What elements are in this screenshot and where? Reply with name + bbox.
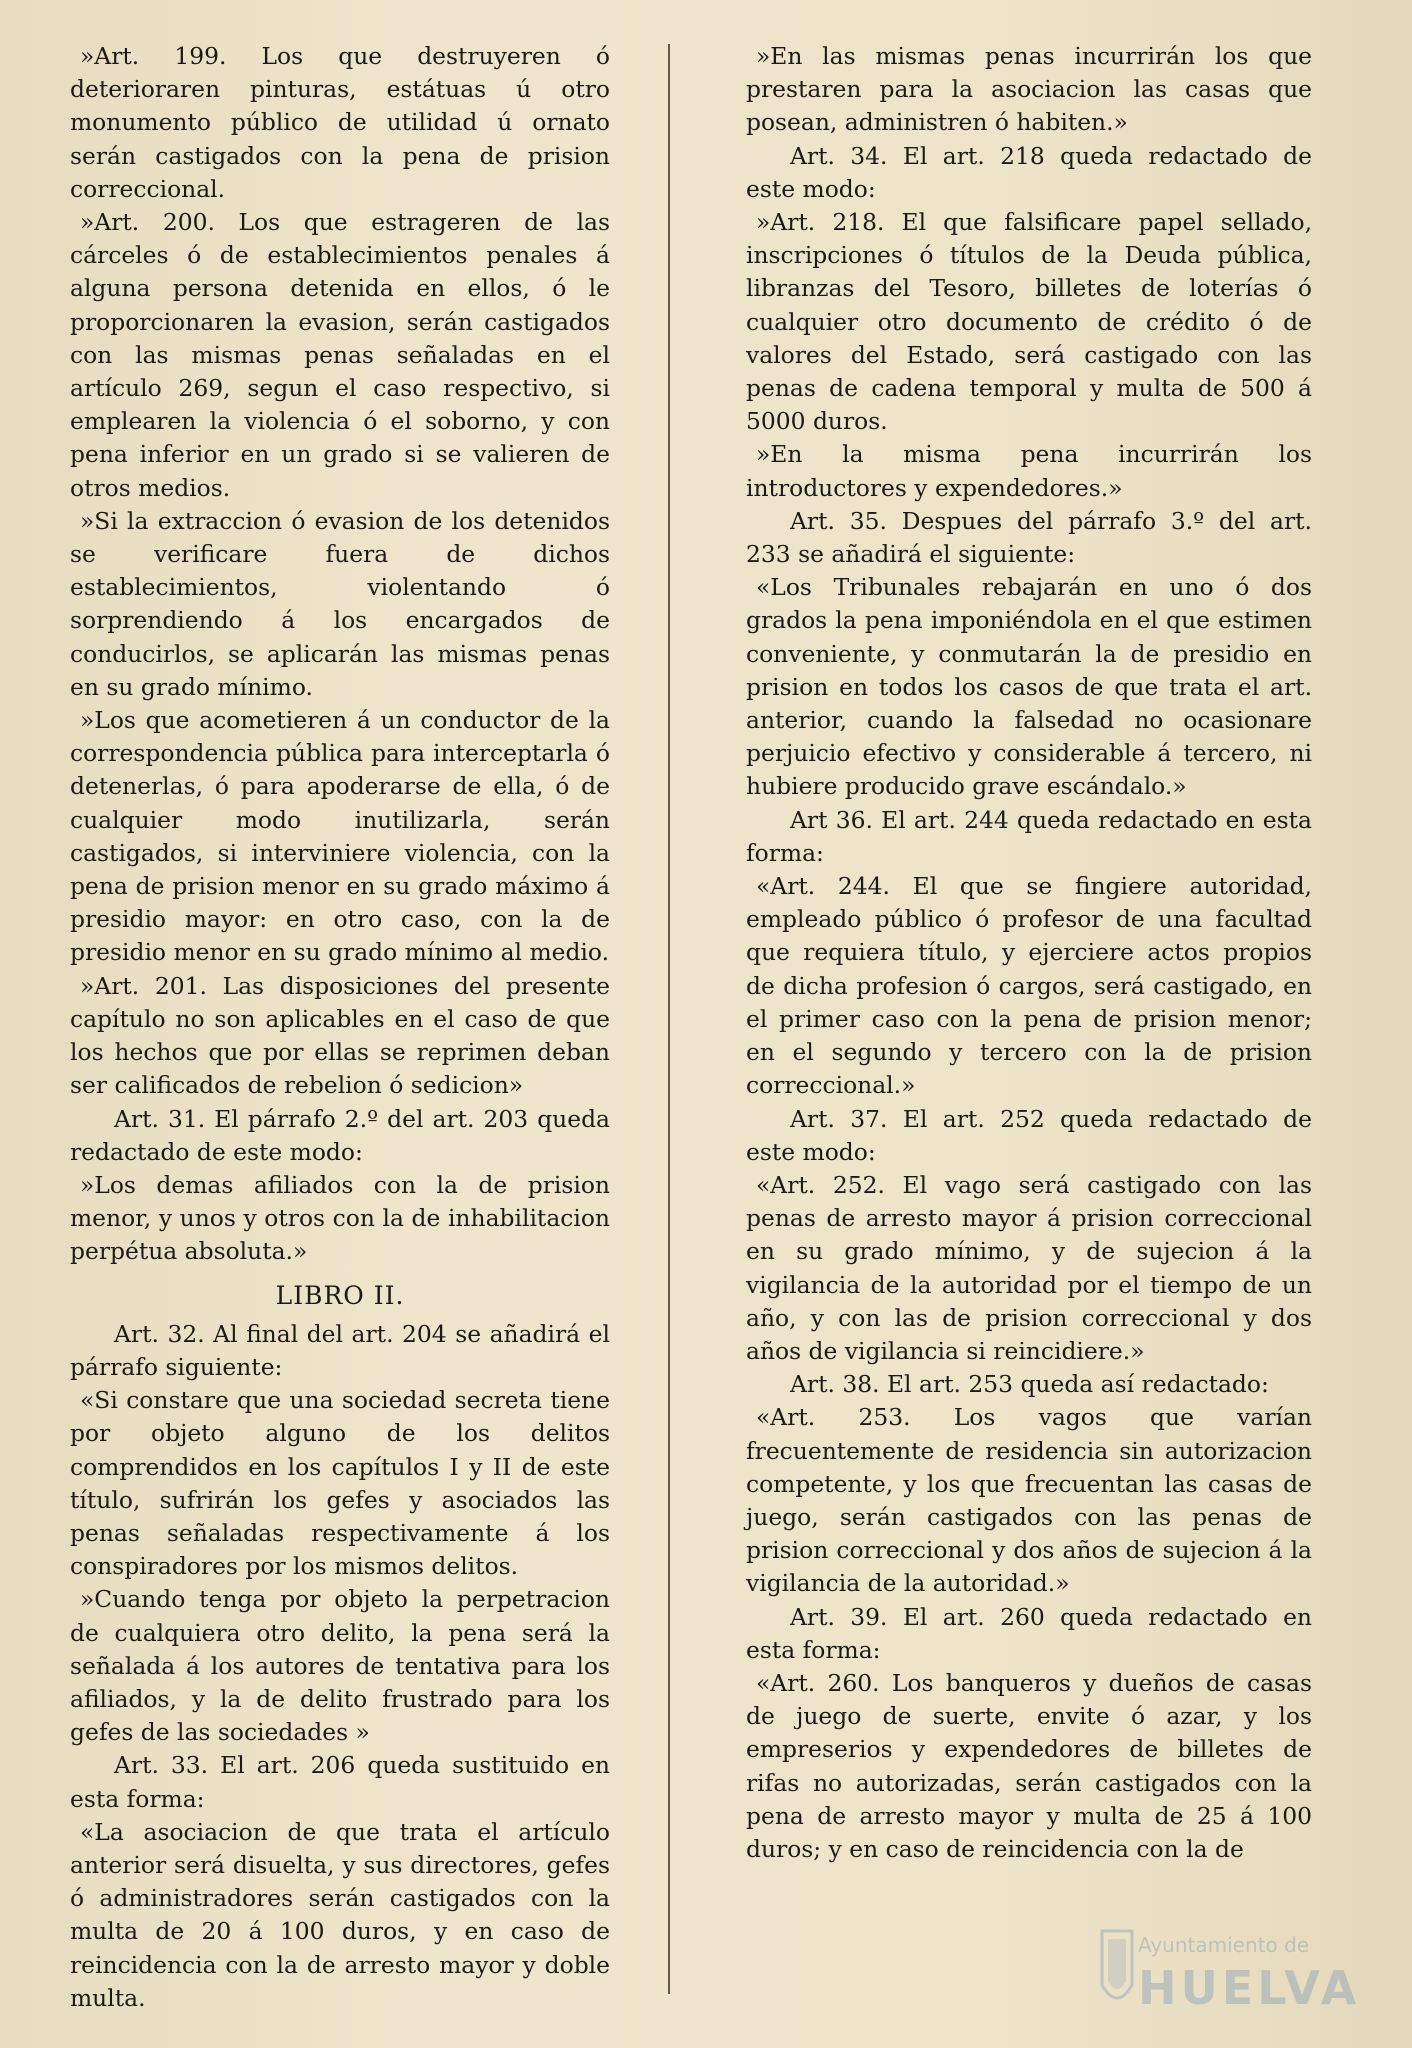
article-paragraph: »En las mismas penas incurrirán los que prestaren para la asociacion las casas que posean, administren ó habiten.»: [746, 42, 1312, 137]
article-paragraph: Art. 32. Al final del art. 204 se añadirá el párrafo siguiente:: [70, 1319, 610, 1381]
article-paragraph: »Los que acometieren á un conductor de la correspondencia pública para interceptarla ó detenerlas, ó para apoderarse de ella, ó de cualquier modo inutilizarla, serán castigados, si interviniere violencia, con la pena de prision menor en su grado máximo á presidio mayor: en otro caso, con la de presidio menor en su grado mínimo al medio.: [70, 706, 610, 967]
article-paragraph: «Art. 260. Los banqueros y dueños de casas de juego de suerte, envite ó azar, y los empreserios y expendedores de billetes de rifas no autorizadas, serán castigados con la pena de arresto mayor y multa de 25 á 100 duros; y en caso de reincidencia con la de: [746, 1668, 1312, 1863]
right-column: [746, 40, 1312, 1866]
article-paragraph: Art. 38. El art. 253 queda así redactado:: [790, 1370, 1269, 1399]
article-paragraph: »Los demas afiliados con la de prision menor, y unos y otros con la de inhabilitacion perpétua absoluta.»: [70, 1170, 610, 1266]
left-column: [70, 40, 610, 2015]
article-paragraph: «Art. 253. Los vagos que varían frecuentemente de residencia sin autorizacion competente, y los que frecuentan las casas de juego, serán castigados con las penas de prision correccional y dos años de sujecion á la vigilancia de la autoridad.»: [746, 1403, 1312, 1598]
article-paragraph: »Cuando tenga por objeto la perpetracion de cualquiera otro delito, la pena será la señalada á los autores de tentativa para los afiliados, y la de delito frustrado para los gefes de las sociedades »: [70, 1585, 610, 1747]
article-paragraph: Art. 34. El art. 218 queda redactado de este modo:: [746, 141, 1312, 203]
watermark-small-text: Ayuntamiento de: [1138, 1933, 1310, 1957]
article-paragraph: «Art. 244. El que se fingiere autoridad, empleado público ó profesor de una facultad que requiera título, y ejerciere actos propios de dicha profesion ó cargos, será castigado, en el primer caso con la pena de prision menor; en el segundo y tercero con la de prision correccional.»: [746, 872, 1312, 1100]
article-paragraph: «Los Tribunales rebajarán en uno ó dos grados la pena imponiéndola en el que estimen conveniente, y conmutarán la de presidio en prision en todos los casos de que trata el art. anterior, cuando la falsedad no ocasionare perjuicio efectivo y considerable á tercero, ni hubiere producido grave escándalo.»: [746, 573, 1312, 801]
article-paragraph: Art. 31. El párrafo 2.º del art. 203 queda redactado de este modo:: [70, 1104, 610, 1166]
crest-icon: [1100, 1925, 1134, 2015]
section-heading: LIBRO II.: [275, 1280, 405, 1310]
article-paragraph: «Si constare que una sociedad secreta tiene por objeto alguno de los delitos comprendidos en los capítulos I y II de este título, sufrirán los gefes y asociados las penas señaladas respectivamente á los conspiradores por los mismos delitos.: [70, 1386, 610, 1581]
article-paragraph: »Art. 201. Las disposiciones del presente capítulo no son aplicables en el caso de que los hechos que por ellas se reprimen deban ser calificados de rebelion ó sedicion»: [70, 971, 610, 1100]
article-paragraph: »Art. 218. El que falsificare papel sellado, inscripciones ó títulos de la Deuda pública, libranzas del Tesoro, billetes de loterías ó cualquier otro documento de crédito ó de valores del Estado, será castigado con las penas de cadena temporal y multa de 500 á 5000 duros.: [746, 208, 1312, 436]
article-paragraph: »Art. 199. Los que destruyeren ó deterioraren pinturas, estátuas ú otro monumento público de utilidad ú ornato serán castigados con la pena de prision correccional.: [70, 42, 610, 203]
article-paragraph: «La asociacion de que trata el artículo anterior será disuelta, y sus directores, gefes ó administradores serán castigados con la multa de 20 á 100 duros, y en caso de reincidencia con la de arresto mayor y doble multa.: [70, 1817, 610, 2012]
article-paragraph: Art. 37. El art. 252 queda redactado de este modo:: [746, 1104, 1312, 1166]
article-paragraph: »Art. 200. Los que estrageren de las cárceles ó de establecimientos penales á alguna persona detenida en ellos, ó le proporcionaren la evasion, serán castigados con las mismas penas señaladas en el artículo 269, segun el caso respectivo, si emplearen la violencia ó el soborno, y con pena inferior en un grado si se valieren de otros medios.: [70, 208, 610, 502]
column-divider: [668, 44, 670, 1994]
article-paragraph: »Si la extraccion ó evasion de los detenidos se verificare fuera de dichos establecimientos, violentando ó sorprendiendo á los encargados de conducirlos, se aplicarán las mismas penas en su grado mínimo.: [70, 506, 610, 701]
article-paragraph: Art. 33. El art. 206 queda sustituido en esta forma:: [70, 1751, 610, 1813]
article-paragraph: Art 36. El art. 244 queda redactado en esta forma:: [746, 805, 1312, 867]
article-paragraph: Art. 35. Despues del párrafo 3.º del art. 233 se añadirá el siguiente:: [746, 506, 1312, 569]
watermark-title: HUELVA: [1138, 1961, 1361, 2015]
article-paragraph: »En la misma pena incurrirán los introductores y expendedores.»: [746, 440, 1312, 502]
article-paragraph: Art. 39. El art. 260 queda redactado en esta forma:: [746, 1602, 1312, 1664]
article-paragraph: «Art. 252. El vago será castigado con las penas de arresto mayor á prision correccional en su grado mínimo, y de sujecion á la vigilancia de la autoridad por el tiempo de un año, y con las de prision correccional y dos años de vigilancia si reincidiere.»: [746, 1170, 1312, 1365]
watermark: [1100, 1925, 1361, 2025]
